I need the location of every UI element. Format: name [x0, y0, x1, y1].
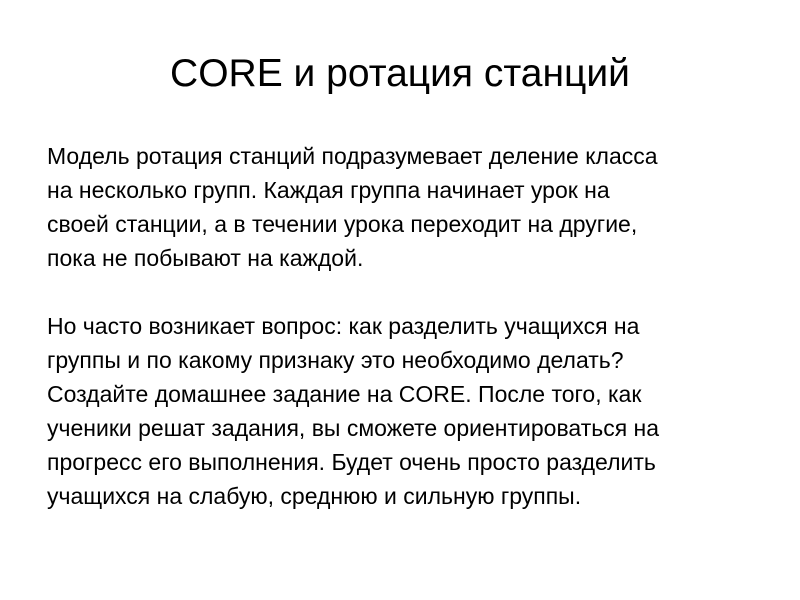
text-line: учащихся на слабую, среднюю и сильную группы.	[47, 483, 582, 509]
slide-title: CORE и ротация станций	[170, 52, 630, 95]
text-line: своей станции, а в течении урока переходит на другие,	[47, 211, 638, 237]
text-line: Но часто возникает вопрос: как разделить учащихся на	[47, 313, 640, 339]
text-line: ученики решат задания, вы сможете ориентироваться на	[47, 415, 660, 441]
text-line: Создайте домашнее задание на CORE. После того, как	[47, 381, 642, 407]
text-line: прогресс его выполнения. Будет очень просто разделить	[47, 449, 656, 475]
slide-body	[47, 139, 762, 513]
text-line: пока не побывают на каждой.	[47, 245, 364, 271]
paragraph-rotation-model	[47, 139, 762, 275]
text-line: на несколько групп. Каждая группа начинает урок на	[47, 177, 610, 203]
text-line: группы и по какому признаку это необходимо делать?	[47, 347, 624, 373]
text-line: Модель ротация станций подразумевает деление класса	[47, 143, 658, 169]
paragraph-grouping-question	[47, 309, 762, 513]
